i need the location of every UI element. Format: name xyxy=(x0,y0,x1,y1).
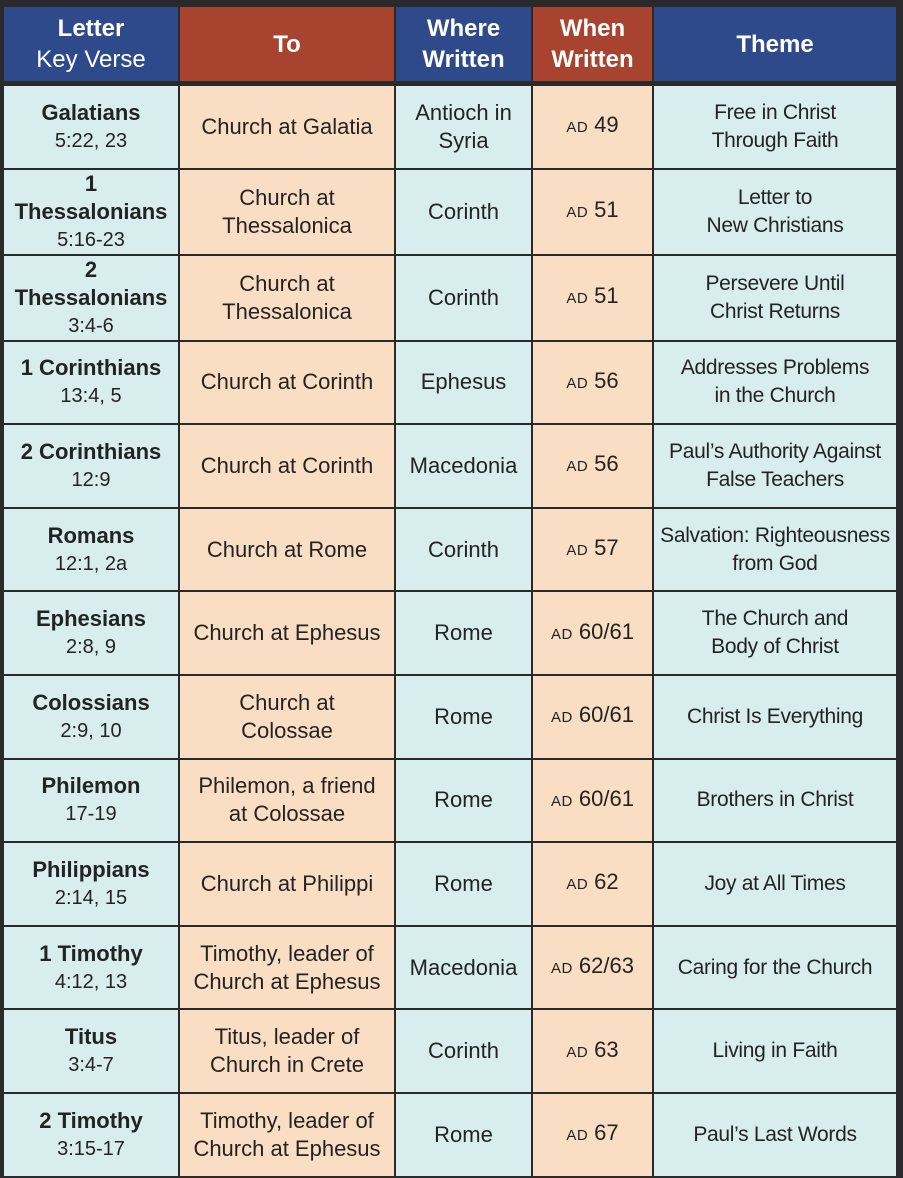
year-text: 60/61 xyxy=(578,702,634,728)
year-text: 51 xyxy=(594,283,619,309)
where-written-text: Macedonia xyxy=(409,954,518,980)
year-text: 62/63 xyxy=(578,953,634,979)
era-label: AD xyxy=(566,374,589,392)
recipient-text: Timothy, leader of xyxy=(200,940,374,966)
year-text: 60/61 xyxy=(578,785,634,811)
letter-name: 2 Thessalonians xyxy=(14,256,168,310)
where-written-text: Ephesus xyxy=(420,369,507,395)
recipient-text: Church at Corinth xyxy=(200,369,374,395)
where-written-cell xyxy=(396,676,533,760)
letter-name: Romans xyxy=(47,522,135,548)
where-written-cell xyxy=(396,509,533,593)
year-text: 51 xyxy=(594,197,619,223)
era-label: AD xyxy=(566,204,589,222)
table-row xyxy=(2,927,898,1011)
era-label: AD xyxy=(566,542,589,560)
key-verse: 3:4-6 xyxy=(68,314,114,337)
table-row xyxy=(2,342,898,426)
key-verse: 2:14, 15 xyxy=(54,886,128,909)
year-text: 57 xyxy=(594,535,619,561)
theme-text: Christ Returns xyxy=(709,299,840,323)
when-written-cell xyxy=(533,843,654,927)
recipient-cell xyxy=(180,927,396,1011)
when-written-cell xyxy=(533,1010,654,1094)
where-written-cell xyxy=(396,342,533,426)
header-when-line1: When xyxy=(559,15,626,42)
year-text: 56 xyxy=(594,451,619,477)
recipient-text: Thessalonica xyxy=(222,298,352,324)
epistles-table xyxy=(2,7,898,1178)
recipient-cell xyxy=(180,256,396,342)
where-written-text: Rome xyxy=(434,1121,493,1147)
letter-name: Philippians xyxy=(32,856,150,882)
table-row xyxy=(2,1010,898,1094)
letter-cell xyxy=(2,256,180,342)
era-label: AD xyxy=(566,1043,589,1061)
header-where-line2: Written xyxy=(422,46,505,73)
theme-text: Free in Christ xyxy=(714,100,836,124)
where-written-cell xyxy=(396,170,533,256)
theme-text: Paul’s Authority Against xyxy=(669,439,881,463)
letter-cell xyxy=(2,509,180,593)
key-verse: 12:1, 2a xyxy=(54,552,128,575)
theme-text: Paul’s Last Words xyxy=(693,1122,857,1146)
recipient-cell xyxy=(180,1094,396,1178)
era-label: AD xyxy=(551,709,573,727)
theme-text: Brothers in Christ xyxy=(696,788,854,812)
key-verse: 5:16-23 xyxy=(57,228,125,251)
header-to xyxy=(180,7,396,86)
theme-cell xyxy=(654,760,898,844)
recipient-cell xyxy=(180,1010,396,1094)
where-written-cell xyxy=(396,256,533,342)
when-written-cell xyxy=(533,676,654,760)
recipient-text: Philemon, a friend xyxy=(198,773,376,799)
table-row xyxy=(2,592,898,676)
theme-cell xyxy=(654,927,898,1011)
theme-cell xyxy=(654,509,898,593)
era-label: AD xyxy=(566,290,589,308)
when-written-cell xyxy=(533,86,654,170)
era-label: AD xyxy=(566,876,589,894)
recipient-text: Church at Galatia xyxy=(201,113,373,139)
header-row xyxy=(2,7,898,86)
letter-cell xyxy=(2,86,180,170)
recipient-cell xyxy=(180,676,396,760)
era-label: AD xyxy=(551,625,573,643)
when-written-cell xyxy=(533,760,654,844)
theme-cell xyxy=(654,592,898,676)
recipient-text: Church at Ephesus xyxy=(193,620,381,646)
recipient-text: Timothy, leader of xyxy=(200,1107,374,1133)
where-written-cell xyxy=(396,1010,533,1094)
era-label: AD xyxy=(566,458,589,476)
letter-cell xyxy=(2,592,180,676)
recipient-cell xyxy=(180,760,396,844)
letter-cell xyxy=(2,927,180,1011)
letter-name: Ephesians xyxy=(35,606,147,632)
table-body xyxy=(2,86,898,1178)
where-written-cell xyxy=(396,1094,533,1178)
letter-name: Philemon xyxy=(41,773,141,799)
theme-text: in the Church xyxy=(714,384,836,408)
recipient-text: Church at Rome xyxy=(206,536,368,562)
where-written-text: Syria xyxy=(438,127,489,153)
recipient-text: at Colossae xyxy=(228,801,346,827)
recipient-text: Church at xyxy=(239,184,335,210)
theme-text: Through Faith xyxy=(711,128,839,152)
recipient-text: Colossae xyxy=(241,717,333,743)
letter-name: 2 Corinthians xyxy=(20,438,162,464)
table-row xyxy=(2,509,898,593)
where-written-text: Corinth xyxy=(428,198,499,224)
letter-cell xyxy=(2,760,180,844)
theme-cell xyxy=(654,342,898,426)
table-row xyxy=(2,256,898,342)
key-verse: 2:8, 9 xyxy=(65,636,117,659)
key-verse: 12:9 xyxy=(71,468,111,491)
when-written-cell xyxy=(533,342,654,426)
theme-text: Joy at All Times xyxy=(704,871,846,895)
letter-cell xyxy=(2,170,180,256)
recipient-text: Titus, leader of xyxy=(214,1024,360,1050)
where-written-text: Corinth xyxy=(428,284,499,310)
table-row xyxy=(2,1094,898,1178)
letter-name: Colossians xyxy=(32,689,150,715)
where-written-cell xyxy=(396,843,533,927)
where-written-cell xyxy=(396,760,533,844)
era-label: AD xyxy=(551,960,573,978)
recipient-cell xyxy=(180,843,396,927)
recipient-cell xyxy=(180,342,396,426)
recipient-text: Church at Philippi xyxy=(200,870,374,896)
theme-text: Salvation: Righteousness xyxy=(660,523,890,547)
theme-cell xyxy=(654,1010,898,1094)
when-written-cell xyxy=(533,927,654,1011)
where-written-text: Antioch in xyxy=(415,99,512,125)
recipient-cell xyxy=(180,86,396,170)
where-written-text: Macedonia xyxy=(409,452,518,478)
year-text: 60/61 xyxy=(578,618,634,644)
table-row xyxy=(2,676,898,760)
era-label: AD xyxy=(566,1127,589,1145)
letter-name: 1 Thessalonians xyxy=(14,170,168,224)
header-letter-label: Letter xyxy=(57,15,125,42)
table-row xyxy=(2,86,898,170)
recipient-text: Church at xyxy=(239,270,335,296)
where-written-text: Rome xyxy=(434,870,493,896)
when-written-cell xyxy=(533,1094,654,1178)
key-verse: 5:22, 23 xyxy=(54,129,128,152)
header-key-verse-label: Key Verse xyxy=(36,46,146,73)
header-where-written xyxy=(396,7,533,86)
theme-text: The Church and xyxy=(701,607,849,631)
theme-cell xyxy=(654,256,898,342)
theme-text: from God xyxy=(732,551,818,575)
theme-cell xyxy=(654,425,898,509)
recipient-text: Church at Ephesus xyxy=(193,968,381,994)
when-written-cell xyxy=(533,256,654,342)
where-written-cell xyxy=(396,927,533,1011)
year-text: 56 xyxy=(594,367,619,393)
recipient-cell xyxy=(180,509,396,593)
when-written-cell xyxy=(533,425,654,509)
key-verse: 4:12, 13 xyxy=(54,970,128,993)
theme-cell xyxy=(654,86,898,170)
key-verse: 3:4-7 xyxy=(68,1054,114,1077)
theme-cell xyxy=(654,843,898,927)
when-written-cell xyxy=(533,170,654,256)
theme-text: Christ Is Everything xyxy=(686,704,864,728)
era-label: AD xyxy=(551,792,573,810)
letter-name: 2 Timothy xyxy=(39,1107,143,1133)
theme-cell xyxy=(654,1094,898,1178)
where-written-text: Corinth xyxy=(428,536,499,562)
header-when-line2: Written xyxy=(551,46,634,73)
year-text: 62 xyxy=(594,869,619,895)
header-theme-label: Theme xyxy=(736,30,814,58)
letter-name: 1 Timothy xyxy=(39,940,143,966)
letter-name: Galatians xyxy=(41,99,141,125)
letter-cell xyxy=(2,342,180,426)
letter-cell xyxy=(2,676,180,760)
recipient-cell xyxy=(180,425,396,509)
theme-text: Living in Faith xyxy=(712,1039,838,1063)
key-verse: 2:9, 10 xyxy=(60,719,122,742)
header-to-label: To xyxy=(273,30,301,58)
recipient-cell xyxy=(180,592,396,676)
when-written-cell xyxy=(533,592,654,676)
recipient-text: Church at xyxy=(239,689,335,715)
theme-text: New Christians xyxy=(706,213,844,237)
where-written-text: Corinth xyxy=(428,1038,499,1064)
year-text: 63 xyxy=(594,1036,619,1062)
recipient-text: Church at Ephesus xyxy=(193,1135,381,1161)
letter-cell xyxy=(2,1094,180,1178)
theme-text: False Teachers xyxy=(706,467,844,491)
where-written-text: Rome xyxy=(434,787,493,813)
table-row xyxy=(2,843,898,927)
recipient-text: Church in Crete xyxy=(209,1052,365,1078)
key-verse: 17-19 xyxy=(65,803,117,826)
table-row xyxy=(2,760,898,844)
theme-text: Addresses Problems xyxy=(680,356,870,380)
header-theme xyxy=(654,7,898,86)
theme-cell xyxy=(654,676,898,760)
header-when-written xyxy=(533,7,654,86)
where-written-text: Rome xyxy=(434,620,493,646)
key-verse: 13:4, 5 xyxy=(60,385,122,408)
where-written-cell xyxy=(396,425,533,509)
theme-cell xyxy=(654,170,898,256)
where-written-text: Rome xyxy=(434,703,493,729)
theme-text: Persevere Until xyxy=(705,271,845,295)
table-row xyxy=(2,425,898,509)
era-label: AD xyxy=(566,119,589,137)
where-written-cell xyxy=(396,592,533,676)
letter-cell xyxy=(2,425,180,509)
where-written-cell xyxy=(396,86,533,170)
theme-text: Body of Christ xyxy=(711,635,839,659)
recipient-text: Thessalonica xyxy=(222,212,352,238)
when-written-cell xyxy=(533,509,654,593)
year-text: 67 xyxy=(594,1120,619,1146)
table-row xyxy=(2,170,898,256)
header-where-line1: Where xyxy=(426,15,501,42)
letter-name: 1 Corinthians xyxy=(20,355,162,381)
letter-name: Titus xyxy=(64,1024,118,1050)
theme-text: Caring for the Church xyxy=(677,955,873,979)
recipient-text: Church at Corinth xyxy=(200,452,374,478)
year-text: 49 xyxy=(594,112,619,138)
theme-text: Letter to xyxy=(737,185,813,209)
letter-cell xyxy=(2,1010,180,1094)
header-letter xyxy=(2,7,180,86)
key-verse: 3:15-17 xyxy=(57,1137,125,1160)
letter-cell xyxy=(2,843,180,927)
recipient-cell xyxy=(180,170,396,256)
